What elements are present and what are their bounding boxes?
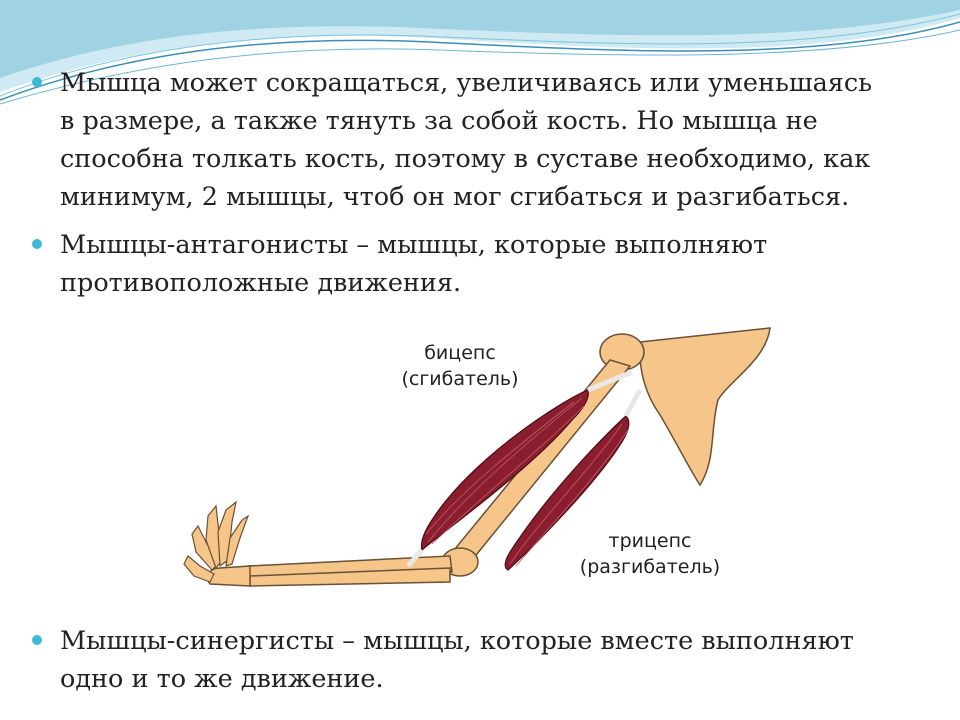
bullet-text-line: одно и то же движение.: [60, 664, 384, 694]
biceps-muscle: [421, 390, 588, 550]
bullet-item: [28, 64, 928, 216]
triceps-name: трицепс: [608, 530, 692, 552]
arm-muscles-illustration: [170, 320, 790, 610]
bullet-text-line: противоположные движения.: [60, 268, 462, 298]
bullet-text-line: в размере, а также тянуть за собой кость. Но мышца не: [60, 106, 818, 136]
bullet-dot-icon: [32, 77, 42, 87]
bullet-dot-icon: [32, 635, 42, 645]
bullet-text-line: способна толкать кость, поэтому в суставе необходимо, как: [60, 144, 871, 174]
triceps-role: (разгибатель): [579, 556, 721, 578]
triceps-upper-tendon: [626, 390, 640, 416]
bullet-text-line: минимум, 2 мышцы, чтоб он мог сгибаться и разгибаться.: [60, 182, 850, 212]
scapula-bone: [640, 328, 770, 485]
wrist-bones: [208, 566, 250, 586]
triceps-label: [560, 528, 740, 580]
bullet-text-line: Мышца может сокращаться, увеличиваясь или уменьшаясь: [60, 68, 873, 98]
biceps-label: [370, 340, 550, 392]
bullet-text-line: Мышцы-антагонисты – мышцы, которые выполняют: [60, 230, 768, 260]
biceps-role: (сгибатель): [401, 368, 519, 390]
bullet-text-line: Мышцы-синергисты – мышцы, которые вместе выполняют: [60, 626, 854, 656]
bullet-item: [28, 622, 928, 698]
bullet-dot-icon: [32, 239, 42, 249]
bullet-item: [28, 226, 928, 302]
biceps-name: бицепс: [424, 342, 496, 364]
